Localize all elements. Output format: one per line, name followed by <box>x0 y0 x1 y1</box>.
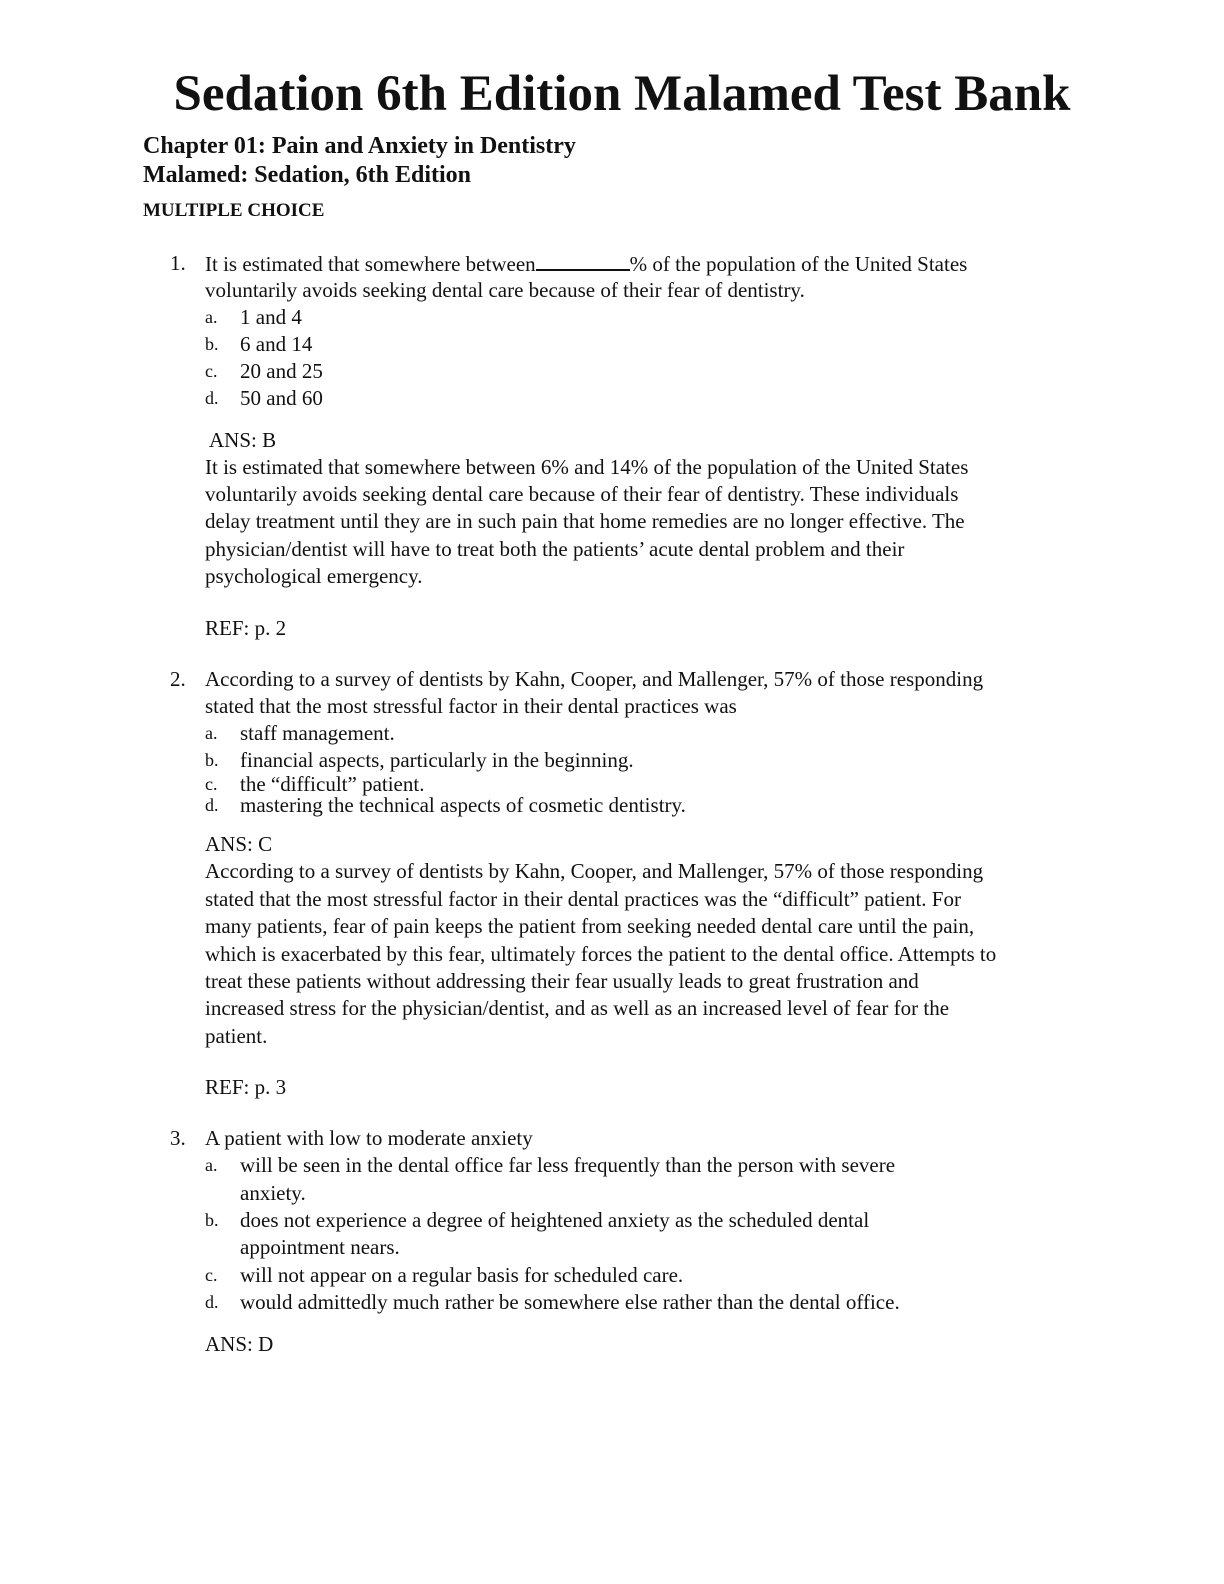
option-letter: c. <box>205 774 218 794</box>
page-reference: REF: p. 2 <box>205 616 287 640</box>
explanation-line: patient. <box>205 1024 268 1048</box>
section-heading: MULTIPLE CHOICE <box>143 200 325 221</box>
option-letter: b. <box>205 1210 219 1230</box>
explanation-line: It is estimated that somewhere between 6% and 14% of the population of the United States <box>205 455 969 479</box>
option-text: appointment nears. <box>240 1235 400 1259</box>
option-text: mastering the technical aspects of cosmetic dentistry. <box>240 793 686 817</box>
question-stem-line: stated that the most stressful factor in their dental practices was <box>205 694 737 718</box>
explanation-line: which is exacerbated by this fear, ultimately forces the patient to the dental office. Attempts to <box>205 942 997 966</box>
page-title: Sedation 6th Edition Malamed Test Bank <box>173 66 1071 122</box>
option-letter: d. <box>205 1292 219 1312</box>
book-heading: Malamed: Sedation, 6th Edition <box>143 162 472 188</box>
option-text: will be seen in the dental office far less frequently than the person with severe <box>240 1153 896 1177</box>
question-number: 1. <box>170 251 186 275</box>
option-text: 6 and 14 <box>240 332 313 356</box>
explanation-line: According to a survey of dentists by Kahn, Cooper, and Mallenger, 57% of those responding <box>205 859 984 883</box>
question-stem-after: % of the population of the United States <box>629 252 968 276</box>
explanation-line: many patients, fear of pain keeps the patient from seeking needed dental care until the pain, <box>205 914 975 938</box>
option-letter: d. <box>205 388 219 408</box>
answer-key: ANS: C <box>205 832 273 856</box>
option-letter: c. <box>205 361 218 381</box>
question-number: 3. <box>170 1126 186 1150</box>
option-text: the “difficult” patient. <box>240 772 425 796</box>
question-stem-before: It is estimated that somewhere between <box>205 252 536 276</box>
option-text: 1 and 4 <box>240 305 302 329</box>
option-text: staff management. <box>240 721 395 745</box>
explanation-line: delay treatment until they are in such pain that home remedies are no longer effective. The <box>205 509 965 533</box>
explanation-line: treat these patients without addressing their fear usually leads to great frustration and <box>205 969 919 993</box>
answer-key: ANS: B <box>209 428 277 452</box>
option-text: financial aspects, particularly in the beginning. <box>240 748 634 772</box>
option-letter: d. <box>205 795 219 815</box>
explanation-line: stated that the most stressful factor in their dental practices was the “difficult” patient. For <box>205 887 961 911</box>
page-reference: REF: p. 3 <box>205 1075 287 1099</box>
question-stem <box>205 250 1105 278</box>
option-letter: a. <box>205 723 218 743</box>
question-stem-line: voluntarily avoids seeking dental care because of their fear of dentistry. <box>205 278 805 302</box>
chapter-heading: Chapter 01: Pain and Anxiety in Dentistry <box>143 133 576 159</box>
explanation-line: voluntarily avoids seeking dental care because of their fear of dentistry. These individuals <box>205 482 959 506</box>
answer-blank <box>536 250 630 271</box>
option-letter: b. <box>205 334 219 354</box>
answer-key: ANS: D <box>205 1332 274 1356</box>
option-text: does not experience a degree of heightened anxiety as the scheduled dental <box>240 1208 870 1232</box>
explanation-line: psychological emergency. <box>205 564 423 588</box>
question-number: 2. <box>170 667 186 691</box>
option-letter: a. <box>205 307 218 327</box>
option-letter: a. <box>205 1155 218 1175</box>
option-text: anxiety. <box>240 1181 306 1205</box>
option-text: would admittedly much rather be somewhere else rather than the dental office. <box>240 1290 900 1314</box>
option-text: 50 and 60 <box>240 386 323 410</box>
option-text: will not appear on a regular basis for scheduled care. <box>240 1263 684 1287</box>
option-letter: b. <box>205 750 219 770</box>
explanation-line: increased stress for the physician/dentist, and as well as an increased level of fear for the <box>205 996 950 1020</box>
question-stem-line: According to a survey of dentists by Kahn, Cooper, and Mallenger, 57% of those responding <box>205 667 984 691</box>
explanation-line: physician/dentist will have to treat both the patients’ acute dental problem and their <box>205 537 905 561</box>
option-text: 20 and 25 <box>240 359 323 383</box>
option-letter: c. <box>205 1265 218 1285</box>
question-stem-line: A patient with low to moderate anxiety <box>205 1126 533 1150</box>
